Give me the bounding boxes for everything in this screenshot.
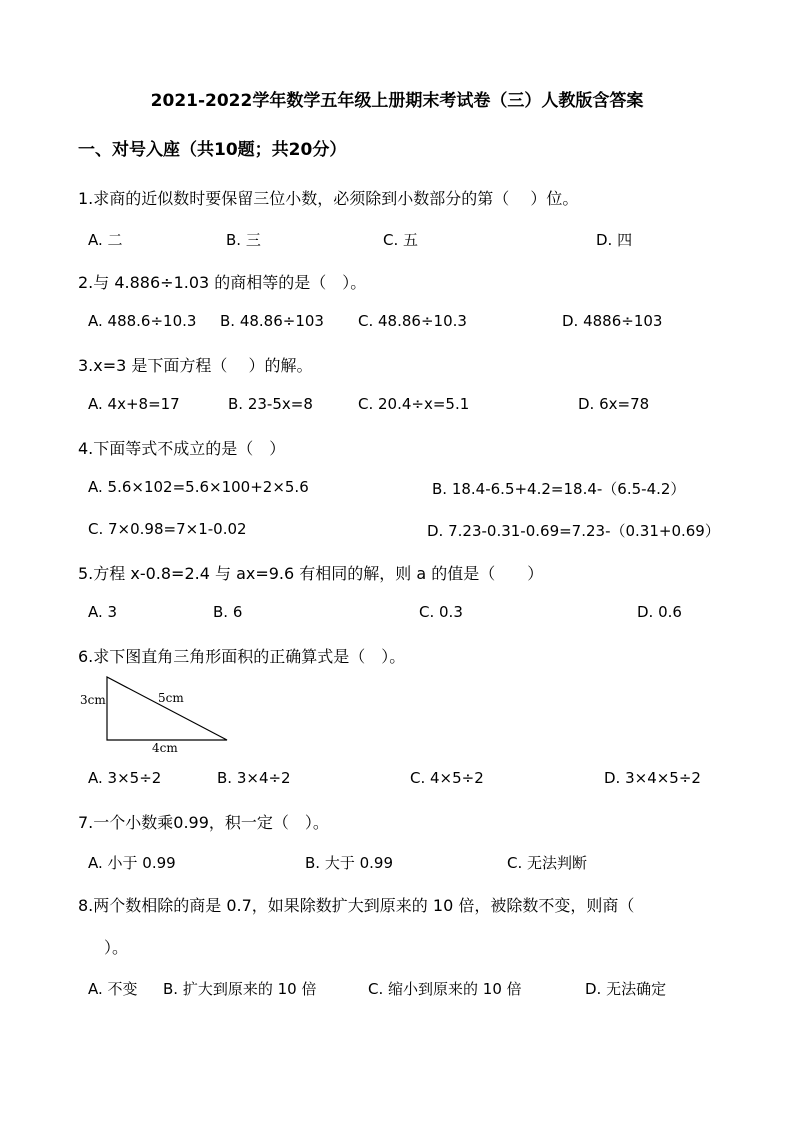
question-2: 2.与 4.886÷1.03 的商相等的是（ ）。 xyxy=(78,273,367,292)
question-6: 6.求下图直角三角形面积的正确算式是（ ）。 xyxy=(78,647,406,666)
q1-option-a: A. 二 xyxy=(88,231,123,249)
q8-option-a: A. 不变 xyxy=(88,980,138,998)
base-label-4cm: 4cm xyxy=(152,741,178,755)
page-title: 2021-2022学年数学五年级上册期末考试卷（三）人教版含答案 xyxy=(150,91,644,111)
q8-option-d: D. 无法确定 xyxy=(585,980,667,998)
q2-option-c: C. 48.86÷10.3 xyxy=(358,312,467,330)
question-8-continuation: ）。 xyxy=(104,938,129,957)
q4-option-b: B. 18.4-6.5+4.2=18.4-（6.5-4.2） xyxy=(432,480,686,498)
q6-option-d: D. 3×4×5÷2 xyxy=(604,769,701,787)
q4-option-c: C. 7×0.98=7×1-0.02 xyxy=(88,520,247,538)
q1-option-c: C. 五 xyxy=(383,231,419,249)
q5-option-c: C. 0.3 xyxy=(419,603,463,621)
q3-option-b: B. 23-5x=8 xyxy=(228,395,313,413)
q3-option-a: A. 4x+8=17 xyxy=(88,395,180,413)
question-4: 4.下面等式不成立的是（ ） xyxy=(78,439,286,458)
question-1: 1.求商的近似数时要保留三位小数，必须除到小数部分的第（ ）位。 xyxy=(78,189,579,208)
question-5: 5.方程 x-0.8=2.4 与 ax=9.6 有相同的解，则 a 的值是（ ） xyxy=(78,564,544,583)
question-8: 8.两个数相除的商是 0.7，如果除数扩大到原来的 10 倍，被除数不变，则商（ xyxy=(78,896,635,915)
q7-option-a: A. 小于 0.99 xyxy=(88,854,176,872)
q2-option-b: B. 48.86÷103 xyxy=(220,312,324,330)
q5-option-b: B. 6 xyxy=(213,603,243,621)
q4-option-d: D. 7.23-0.31-0.69=7.23-（0.31+0.69） xyxy=(427,522,720,540)
q5-option-d: D. 0.6 xyxy=(637,603,682,621)
section-heading: 一、对号入座（共10题；共20分） xyxy=(78,140,347,160)
q8-option-c: C. 缩小到原来的 10 倍 xyxy=(368,980,522,998)
q6-option-a: A. 3×5÷2 xyxy=(88,769,162,787)
triangle-shape xyxy=(107,677,227,740)
q7-option-c: C. 无法判断 xyxy=(507,854,588,872)
question-7: 7.一个小数乘0.99，积一定（ ）。 xyxy=(78,813,329,832)
q2-option-d: D. 4886÷103 xyxy=(562,312,663,330)
q2-option-a: A. 488.6÷10.3 xyxy=(88,312,197,330)
q6-option-b: B. 3×4÷2 xyxy=(217,769,291,787)
q5-option-a: A. 3 xyxy=(88,603,118,621)
q7-option-b: B. 大于 0.99 xyxy=(305,854,393,872)
question-3: 3.x=3 是下面方程（ ）的解。 xyxy=(78,356,313,375)
hypotenuse-label-5cm: 5cm xyxy=(158,691,184,705)
q4-option-a: A. 5.6×102=5.6×100+2×5.6 xyxy=(88,478,309,496)
q3-option-c: C. 20.4÷x=5.1 xyxy=(358,395,470,413)
right-triangle-figure xyxy=(72,668,242,758)
q8-option-b: B. 扩大到原来的 10 倍 xyxy=(163,980,317,998)
side-label-3cm: 3cm xyxy=(80,693,106,707)
q6-option-c: C. 4×5÷2 xyxy=(410,769,484,787)
q1-option-d: D. 四 xyxy=(596,231,633,249)
q3-option-d: D. 6x=78 xyxy=(578,395,650,413)
q1-option-b: B. 三 xyxy=(226,231,261,249)
